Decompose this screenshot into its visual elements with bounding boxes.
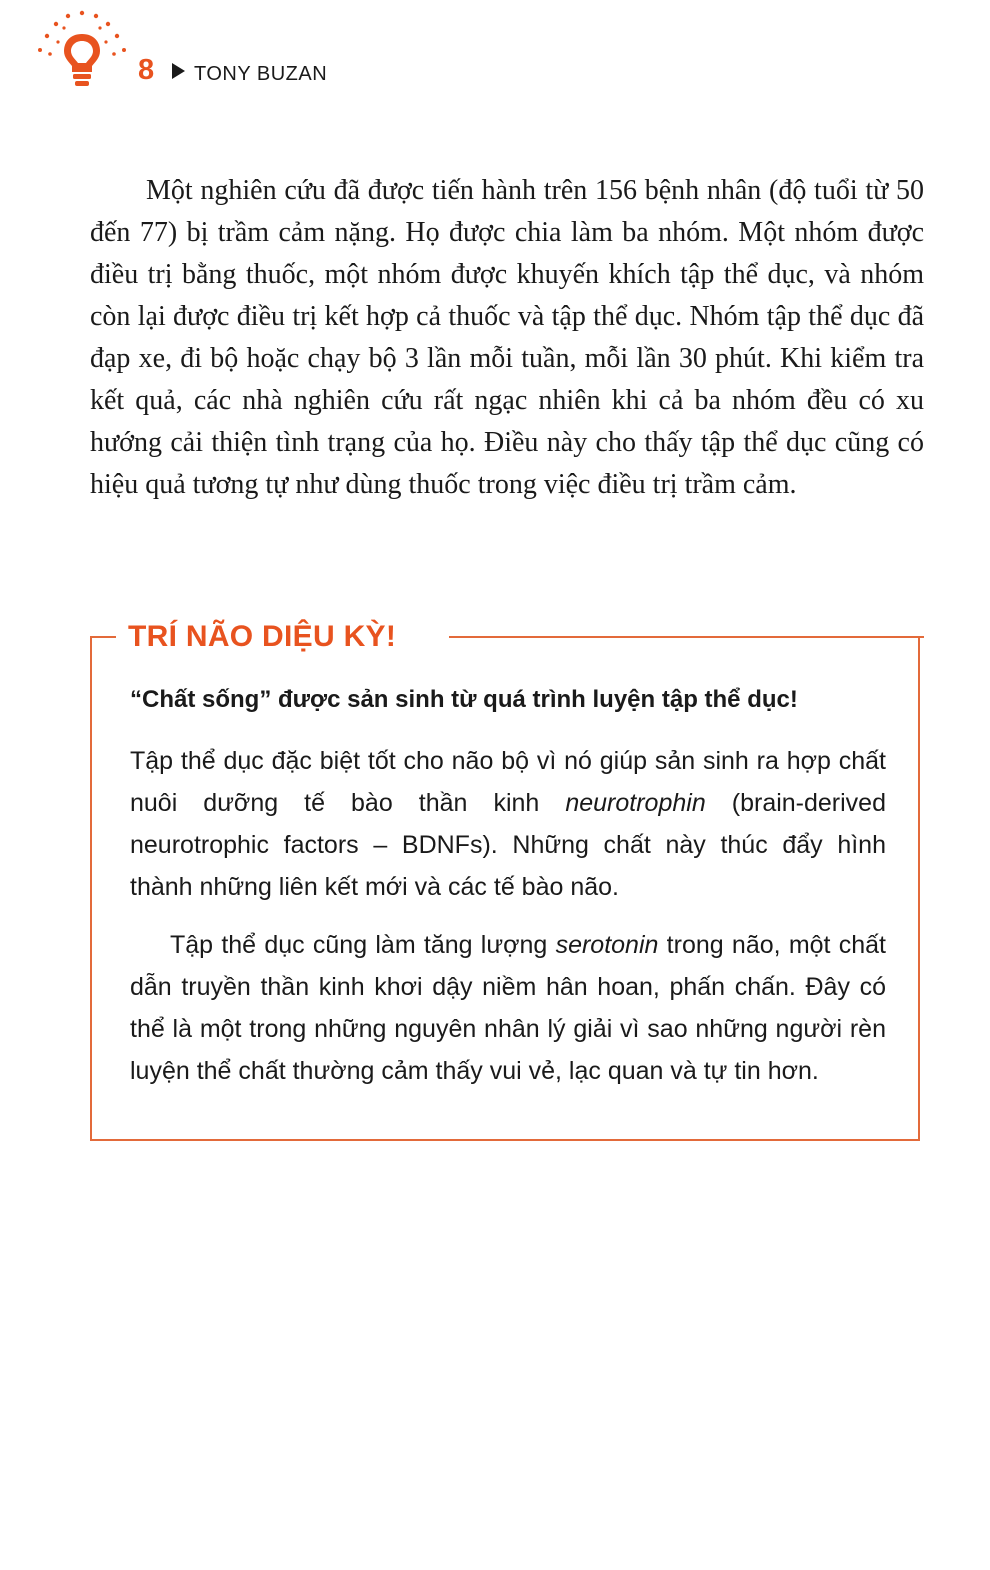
triangle-arrow-icon	[172, 63, 185, 79]
box-paragraph-1	[130, 740, 886, 908]
box-paragraph-2-text-a: Tập thể dục cũng làm tăng lượng	[170, 931, 556, 959]
box-paragraph-2-text-b: trong não, một chất dẫn truyền thần kinh khơi dậy niềm hân hoan, phấn chấn. Đây có thể là một trong những nguyên nhân lý giải vì sao những người rèn luyện thể chất thường cảm thấy vui vẻ, lạc quan và tự tin hơn.	[130, 931, 887, 1085]
lightbulb-icon	[34, 10, 130, 90]
box-paragraph-2-italic: serotonin	[555, 931, 659, 959]
page-number: 8	[138, 54, 155, 86]
box-title: TRÍ NÃO DIỆU KỲ!	[128, 620, 397, 653]
box-paragraph-1-text-a: Tập thể dục đặc biệt tốt cho não bộ vì nó giúp sản sinh ra hợp chất nuôi dưỡng tế bào thần kinh	[130, 747, 886, 817]
box-paragraph-2	[130, 924, 886, 1092]
page-header	[34, 10, 434, 90]
box-paragraph-1-italic: neurotrophin	[565, 789, 706, 817]
main-paragraph: Một nghiên cứu đã được tiến hành trên 156 bệnh nhân (độ tuổi từ 50 đến 77) bị trầm cảm nặng. Họ được chia làm ba nhóm. Một nhóm được điều trị bằng thuốc, một nhóm được khuyến khích tập thể dục, và nhóm còn lại được điều trị kết hợp cả thuốc và tập thể dục. Nhóm tập thể dục đã đạp xe, đi bộ hoặc chạy bộ 3 lần mỗi tuần, mỗi lần 30 phút. Khi kiểm tra kết quả, các nhà nghiên cứu rất ngạc nhiên khi cả ba nhóm đều có xu hướng cải thiện tình trạng của họ. Điều này cho thấy tập thể dục cũng có hiệu quả tương tự như dùng thuốc trong việc điều trị trầm cảm.	[90, 175, 924, 500]
box-subtitle: “Chất sống” được sản sinh từ quá trình luyện tập thể dục!	[130, 686, 798, 713]
box-paragraph-1-text-b: (brain-derived neurotrophic factors – BDNFs). Những chất này thúc đẩy hình thành những liên kết mới và các tế bào não.	[130, 789, 886, 901]
author-name: TONY BUZAN	[194, 63, 328, 85]
